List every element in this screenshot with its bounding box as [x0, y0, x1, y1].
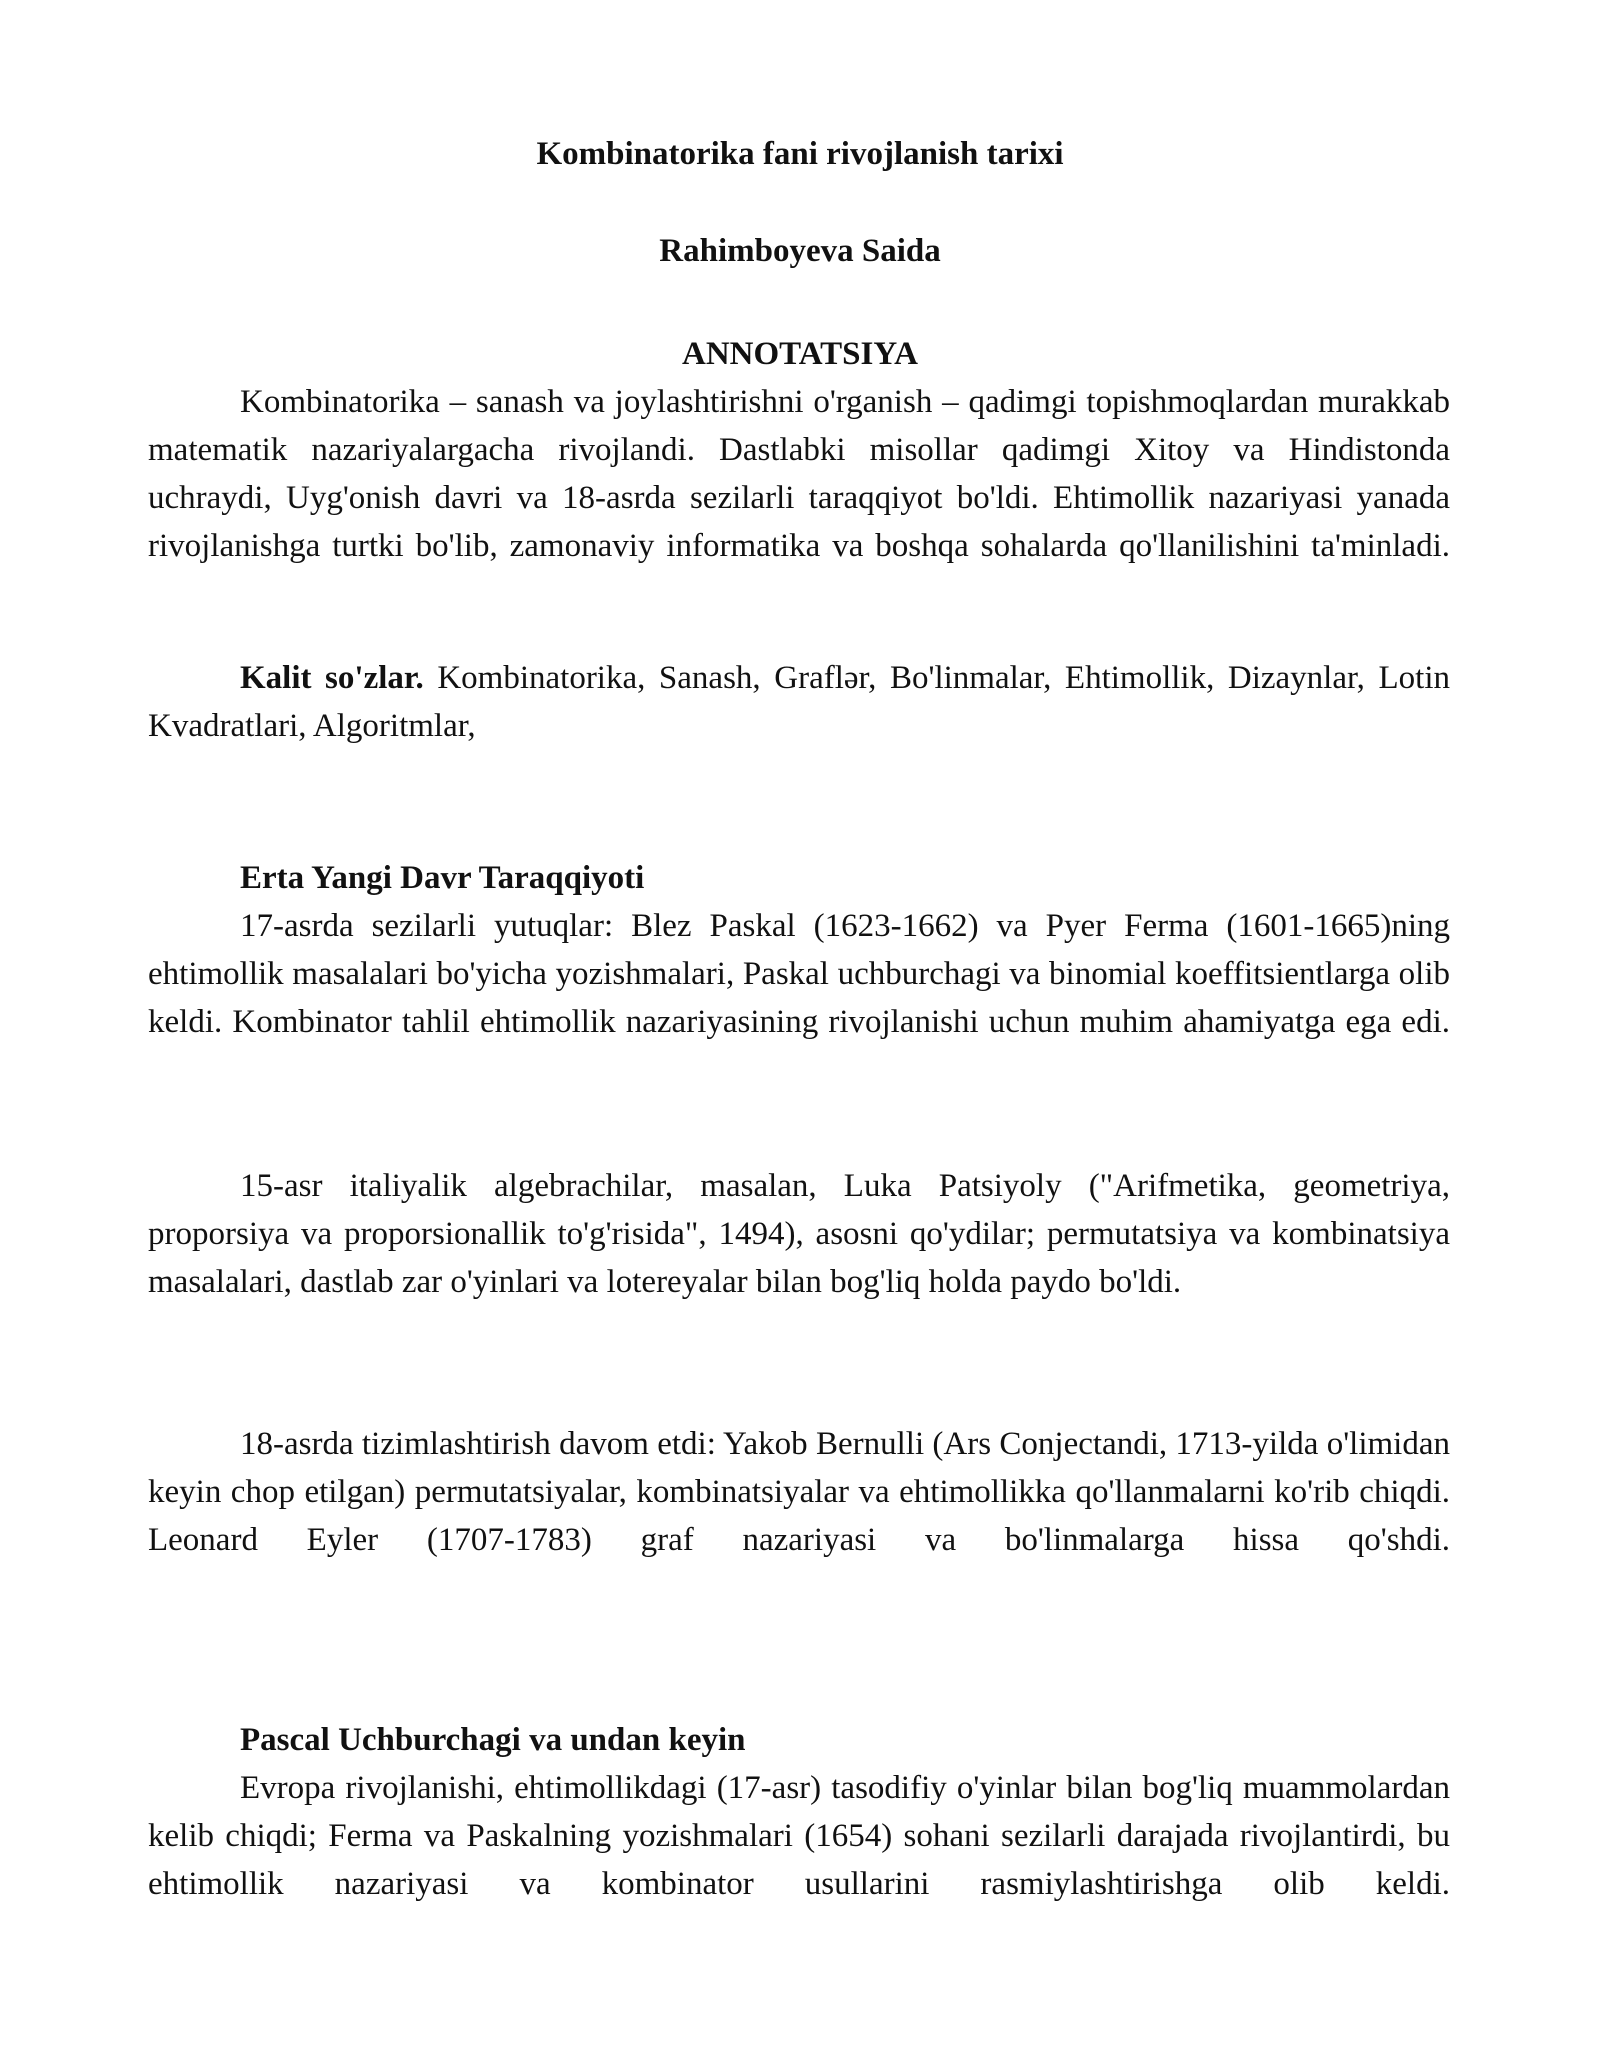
document-title: Kombinatorika fani rivojlanish tarixi [536, 136, 1064, 172]
abstract-text: Kombinatorika – sanash va joylashtirishni o'rganish – qadimgi topishmoqlardan murakkab matematik nazariyalargacha rivojlandi. Dastlabki misollar qadimgi Xitoy va Hindistonda uchraydi, Uyg'onish davri va 18-asrda sezilarli taraqqiyot bo'ldi. Ehtimollik nazariyasi yanada rivojlanishga turtki bo'lib, zamonaviy informatika va boshqa sohalarda qo'llanilishini ta'minladi. [148, 384, 1450, 564]
section-pascal-triangle-paragraph-1: Evropa rivojlanishi, ehtimollikdagi (17-asr) tasodifiy o'yinlar bilan bog'liq muammolardan kelib chiqdi; Ferma va Paskalning yozishmalari (1654) sohani sezilarli darajada rivojlantirdi, bu ehtimollik nazariyasi va kombinator usullarini rasmiylashtirishga olib keldi. [148, 1770, 1450, 1902]
section-early-modern-paragraph-3: 18-asrda tizimlashtirish davom etdi: Yakob Bernulli (Ars Conjectandi, 1713-yilda o'limidan keyin chop etilgan) permutatsiyalar, kombinatsiyalar va ehtimollikka qo'llanmalarni ko'rib chiqdi. Leonard Eyler (1707-1783) graf nazariyasi va bo'linmalarga hissa qo'shdi. [148, 1426, 1450, 1558]
section-heading-pascal-triangle: Pascal Uchburchagi va undan keyin [240, 1722, 746, 1758]
author-name: Rahimboyeva Saida [659, 233, 941, 269]
section-early-modern-paragraph-1: 17-asrda sezilarli yutuqlar: Blez Paskal (1623-1662) va Pyer Ferma (1601-1665)ning ehtimollik masalalari bo'yicha yozishmalari, Paskal uchburchagi va binomial koeffitsientlarga olib keldi. Kombinator tahlil ehtimollik nazariyasining rivojlanishi uchun muhim ahamiyatga ega edi. [148, 908, 1450, 1040]
abstract-heading: ANNOTATSIYA [682, 336, 918, 372]
keywords-label: Kalit so'zlar. [240, 660, 424, 696]
keywords-text: Kombinatorika, Sanash, Graflər, Bo'linmalar, Ehtimollik, Dizaynlar, Lotin Kvadratlari, Algoritmlar, [148, 660, 1450, 744]
section-heading-early-modern: Erta Yangi Davr Taraqqiyoti [240, 860, 645, 896]
section-early-modern-paragraph-2: 15-asr italiyalik algebrachilar, masalan, Luka Patsiyoly ("Arifmetika, geometriya, proporsiya va proporsionallik to'g'risida", 1494), asosni qo'ydilar; permutatsiya va kombinatsiya masalalari, dastlab zar o'yinlari va lotereyalar bilan bog'liq holda paydo bo'ldi. [148, 1168, 1450, 1300]
keywords-paragraph [148, 654, 1450, 750]
